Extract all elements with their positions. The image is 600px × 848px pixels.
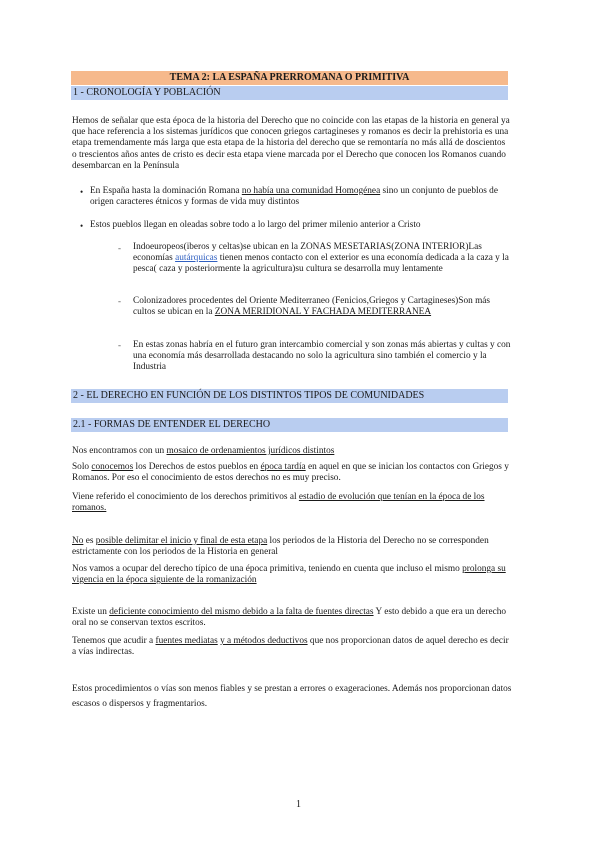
autarquicas-link[interactable]: autárquicas bbox=[175, 253, 218, 264]
paragraph-4: No es posible delimitar el inicio y final de esta etapa los periodos de la Historia del Derecho no se corresponden estrictamente con los periodos de la Historia en general bbox=[72, 536, 489, 558]
paragraph-7: Tenemos que acudir a fuentes mediatas y a métodos deductivos que nos proporcionan datos de aquel derecho es decir a vías indirectas. bbox=[72, 636, 509, 658]
bullet-item-2: Estos pueblos llegan en oleadas sobre todo a lo largo del primer milenio anterior a Cristo bbox=[90, 220, 421, 230]
sub-bullet-dash: - bbox=[118, 243, 121, 253]
sub-item-2: Colonizadores procedentes del Oriente Mediterraneo (Fenicios,Griegos y Cartagineses)Son más cultos se ubican en la ZONA MERIDIONAL Y FACHADA MEDITERRANEA bbox=[133, 296, 491, 318]
section-heading-1: 1 - CRONOLOGÍA Y POBLACIÓN bbox=[71, 86, 508, 100]
paragraph-8: Estos procedimientos o vías son menos fiables y se prestan a errores o exageraciones. Además nos proporcionan datos escasos o dispersos y fragmentarios. bbox=[72, 684, 512, 709]
paragraph-5: Nos vamos a ocupar del derecho típico de una época primitiva, teniendo en cuenta que incluso el mismo prolonga su vigencia en la época siguiente de la romanización bbox=[72, 564, 506, 586]
section-heading-2-1: 2.1 - FORMAS DE ENTENDER EL DERECHO bbox=[71, 418, 508, 432]
sub-item-1: Indoeuropeos(iberos y celtas)se ubican en la ZONAS MESETARIAS(ZONA INTERIOR)Las economías autárquicas tienen menos contacto con el exterior es una economía dedicada a la caza y la pesca( caza y posteriormente la agricultura)su cultura se desarrolla muy lentamente bbox=[133, 242, 509, 275]
paragraph-3: Viene referido el conocimiento de los derechos primitivos al estadio de evolución que tenían en la época de los romanos. bbox=[72, 492, 485, 514]
paragraph-6: Existe un deficiente conocimiento del mismo debido a la falta de fuentes directas Y esto debido a que era un derecho oral no se conservan textos escritos. bbox=[72, 607, 507, 629]
intro-paragraph: Hemos de señalar que esta época de la historia del Derecho que no coincide con las etapas de la historia en general ya que hace referencia a los sistemas jurídicos que conocen griegos cartagineses y romanos es decir la prehistoria es una etapa tremendamente más larga que esta etapa de la historia del derecho que se remontaría no más allá de doscientos o trescientos años antes de cristo es decir esta etapa viene marcada por el Derecho que conocen los Romanos cuando desembarcan en la Península bbox=[72, 116, 510, 171]
sub-item-3: En estas zonas habría en el futuro gran intercambio comercial y son zonas más abiertas y cultas y con una economía más desarrollada destacando no solo la agricultura sino también el comercio y la Industria bbox=[133, 340, 511, 373]
paragraph-2: Solo conocemos los Derechos de estos pueblos en época tardía en aquel en que se inician los contactos con Griegos y Romanos. Por eso el conocimiento de estos derechos no es muy preciso. bbox=[72, 462, 509, 484]
section-heading-2: 2 - EL DERECHO EN FUNCIÓN DE LOS DISTINTOS TIPOS DE COMUNIDADES bbox=[71, 389, 508, 403]
paragraph-1: Nos encontramos con un mosaico de ordenamientos jurídicos distintos bbox=[72, 446, 335, 456]
sub-bullet-dash: - bbox=[118, 340, 121, 350]
bullet-dot: • bbox=[80, 221, 84, 231]
sub-bullet-dash: - bbox=[118, 296, 121, 306]
document-title: TEMA 2: LA ESPAÑA PRERROMANA O PRIMITIVA bbox=[71, 71, 508, 85]
page-number: 1 bbox=[296, 799, 301, 810]
bullet-dot: • bbox=[80, 187, 84, 197]
bullet-item-1: En España hasta la dominación Romana no había una comunidad Homogénea sino un conjunto de pueblos de origen caracteres étnicos y formas de vida muy distintos bbox=[90, 186, 498, 208]
